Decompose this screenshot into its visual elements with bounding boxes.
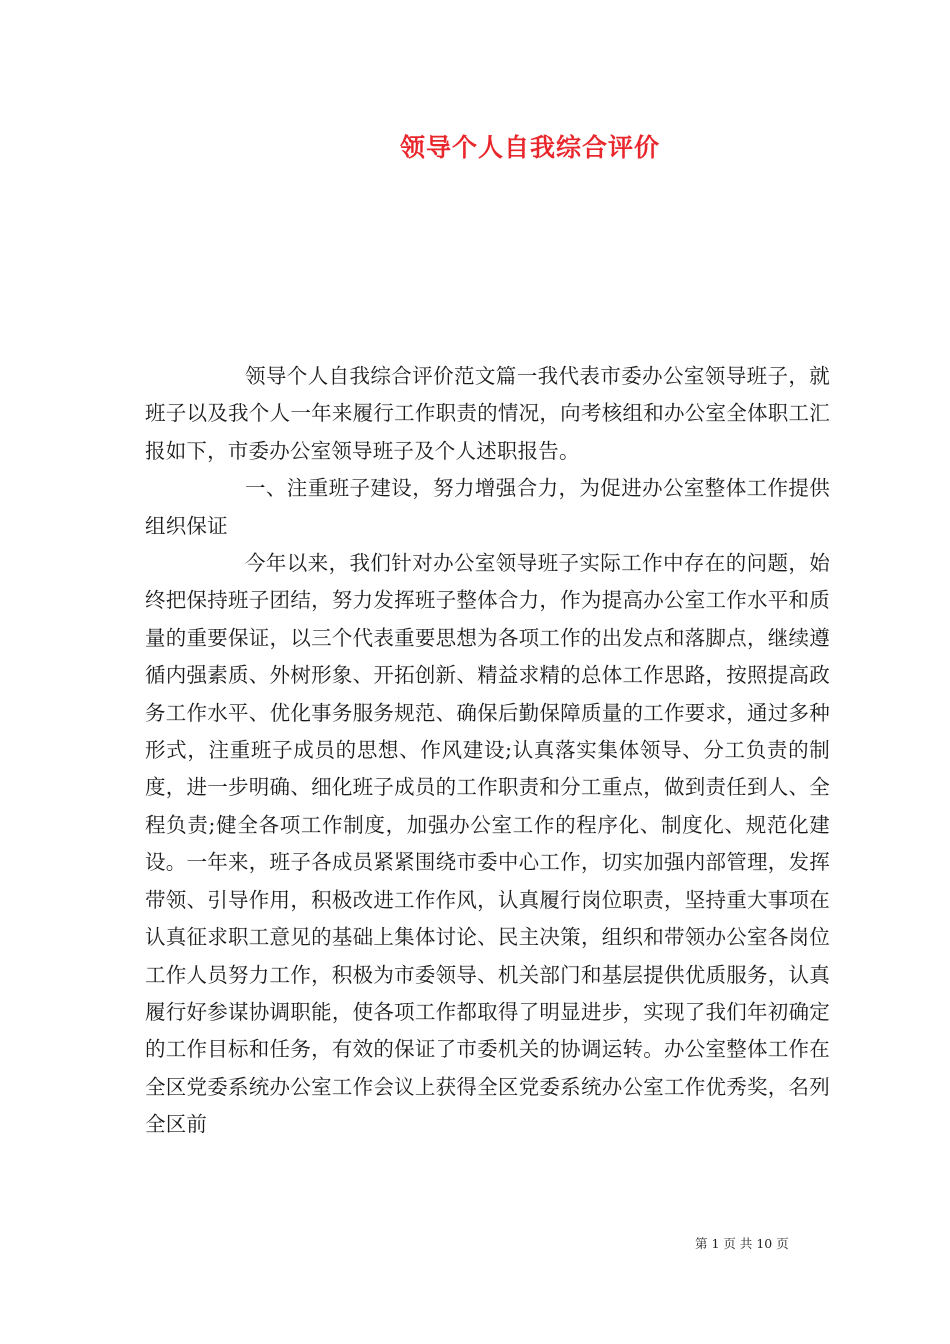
document-title: 领导个人自我综合评价: [399, 133, 660, 162]
document-body: [145, 358, 830, 1144]
paragraph-main: 今年以来，我们针对办公室领导班子实际工作中存在的问题，始终把保持班子团结，努力发挥班子整体合力，作为提高办公室工作水平和质量的重要保证，以三个代表重要思想为各项工作的出发点和落脚点，继续遵循内强素质、外树形象、开拓创新、精益求精的总体工作思路，按照提高政务工作水平、优化事务服务规范、确保后勤保障质量的工作要求，通过多种形式，注重班子成员的思想、作风建设;认真落实集体领导、分工负责的制度，进一步明确、细化班子成员的工作职责和分工重点，做到责任到人、全程负责;健全各项工作制度，加强办公室工作的程序化、制度化、规范化建设。一年来，班子各成员紧紧围绕市委中心工作，切实加强内部管理，发挥带领、引导作用，积极改进工作作风，认真履行岗位职责，坚持重大事项在认真征求职工意见的基础上集体讨论、民主决策，组织和带领办公室各岗位工作人员努力工作，积极为市委领导、机关部门和基层提供优质服务，认真履行好参谋协调职能，使各项工作都取得了明显进步，实现了我们年初确定的工作目标和任务，有效的保证了市委机关的协调运转。办公室整体工作在全区党委系统办公室工作会议上获得全区党委系统办公室工作优秀奖，名列全区前: [145, 551, 830, 1137]
paragraph-section-heading: 一、注重班子建设，努力增强合力，为促进办公室整体工作提供组织保证: [145, 476, 830, 538]
page-number-footer: 第 1 页 共 10 页: [695, 1236, 789, 1251]
paragraph-intro: 领导个人自我综合评价范文篇一我代表市委办公室领导班子，就班子以及我个人一年来履行工作职责的情况，向考核组和办公室全体职工汇报如下，市委办公室领导班子及个人述职报告。: [145, 364, 830, 463]
